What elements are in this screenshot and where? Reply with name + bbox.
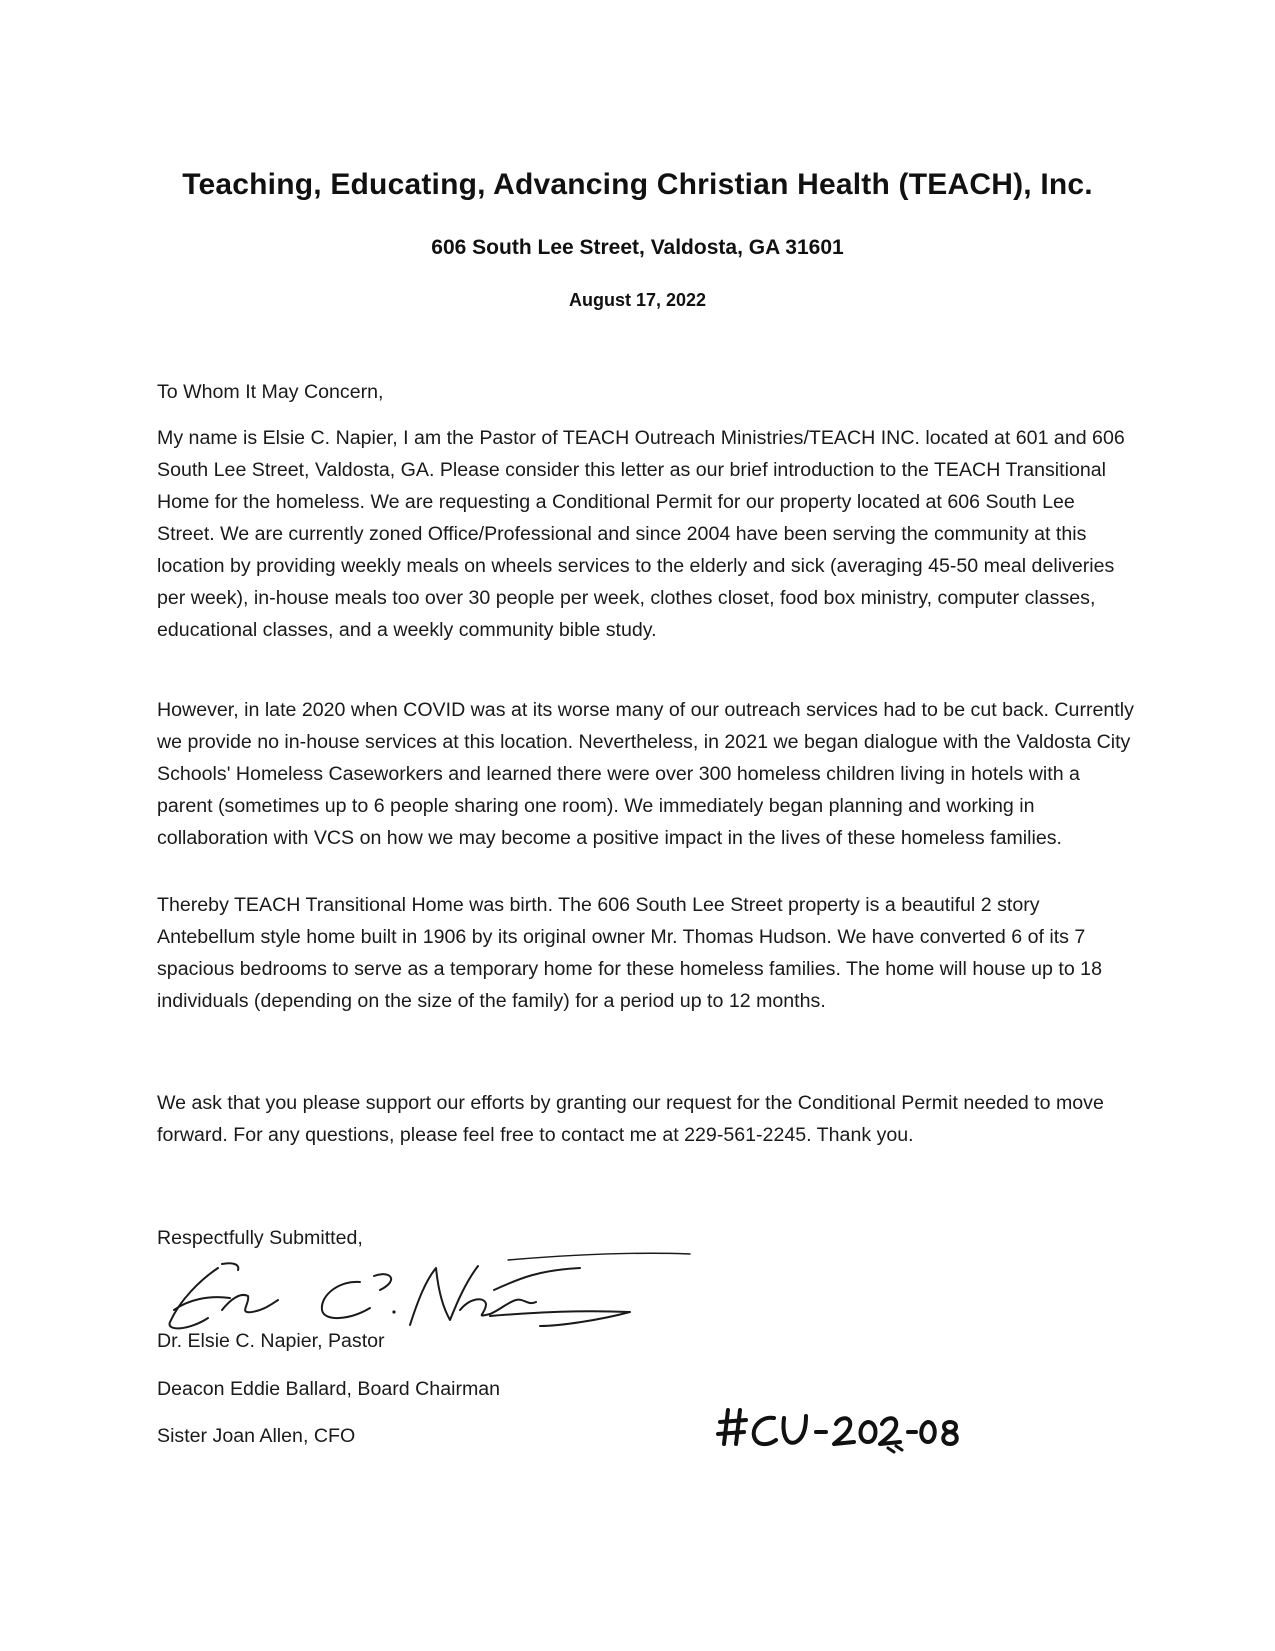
- salutation: To Whom It May Concern,: [157, 381, 384, 403]
- paragraph-request: We ask that you please support our efforts by granting our request for the Conditional Permit needed to move forward. For any questions, please feel free to contact me at 229-561-2245. Thank you.: [157, 1092, 1104, 1146]
- signatory-board-chairman: Deacon Eddie Ballard, Board Chairman: [157, 1378, 501, 1400]
- paragraph-covid-background: However, in late 2020 when COVID was at its worse many of our outreach services had to be cut back. Currently we provide no in-house services at this location. Nevertheless, in 2021 we began dialogue with the Valdosta City Schools' Homeless Caseworkers and learned there were over 300 homeless children living in hotels with a parent (sometimes up to 6 people sharing one room). We immediately began planning and working in collaboration with VCS on how we may become a positive impact in the lives of these homeless families.: [157, 699, 1134, 849]
- closing: Respectfully Submitted,: [157, 1227, 363, 1249]
- handwritten-case-number-icon: [712, 1400, 962, 1460]
- signatory-pastor: Dr. Elsie C. Napier, Pastor: [157, 1330, 385, 1352]
- organization-name: Teaching, Educating, Advancing Christian Health (TEACH), Inc.: [182, 168, 1093, 201]
- paragraph-transitional-home: Thereby TEACH Transitional Home was birth. The 606 South Lee Street property is a beautiful 2 story Antebellum style home built in 1906 by its original owner Mr. Thomas Hudson. We have converted 6 of its 7 spacious bedrooms to serve as a temporary home for these homeless families. The home will house up to 18 individuals (depending on the size of the family) for a period up to 12 months.: [157, 894, 1102, 1012]
- paragraph-introduction: My name is Elsie C. Napier, I am the Pastor of TEACH Outreach Ministries/TEACH INC. located at 601 and 606 South Lee Street, Valdosta, GA. Please consider this letter as our brief introduction to the TEACH Transitional Home for the homeless. We are requesting a Conditional Permit for our property located at 606 South Lee Street. We are currently zoned Office/Professional and since 2004 have been serving the community at this location by providing weekly meals on wheels services to the elderly and sick (averaging 45-50 meal deliveries per week), in-house meals too over 30 people per week, clothes closet, food box ministry, computer classes, educational classes, and a weekly community bible study.: [157, 427, 1125, 641]
- letter-date: August 17, 2022: [568, 290, 707, 310]
- signatory-cfo: Sister Joan Allen, CFO: [157, 1425, 356, 1447]
- organization-address: 606 South Lee Street, Valdosta, GA 31601: [431, 236, 844, 259]
